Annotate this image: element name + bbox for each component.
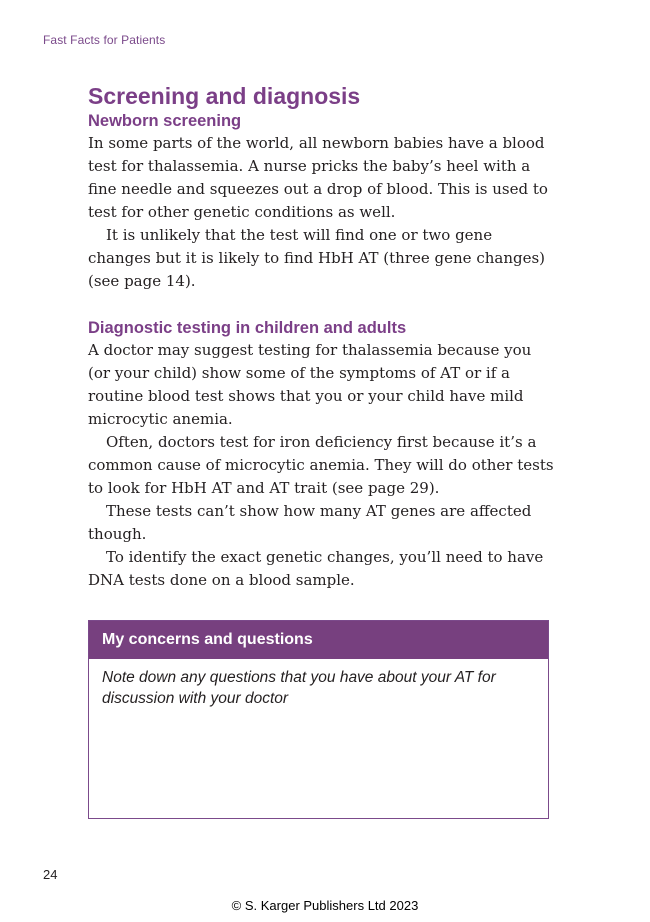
paragraph: Often, doctors test for iron deficiency first because it’s a common cause of microcytic anemia. They will do other tests to look for HbH AT and AT trait (see page 29). xyxy=(88,433,554,497)
notes-box xyxy=(88,620,549,819)
page-title: Screening and diagnosis xyxy=(88,83,361,109)
notes-box-title: My concerns and questions xyxy=(89,621,548,659)
paragraph: These tests can’t show how many AT genes are affected though. xyxy=(88,502,532,543)
section-heading-newborn: Newborn screening xyxy=(88,112,242,130)
notes-box-prompt: Note down any questions that you have about your AT for discussion with your doctor xyxy=(102,669,496,707)
page-number: 24 xyxy=(43,867,58,882)
running-header: Fast Facts for Patients xyxy=(43,33,166,47)
paragraph: To identify the exact genetic changes, you’ll need to have DNA tests done on a blood sample. xyxy=(88,548,544,589)
paragraph: It is unlikely that the test will find one or two gene changes but it is likely to find HbH AT (three gene changes) (see page 14). xyxy=(88,226,546,290)
section-heading-diagnostic: Diagnostic testing in children and adults xyxy=(88,319,407,337)
paragraph: In some parts of the world, all newborn babies have a blood test for thalassemia. A nurse pricks the baby’s heel with a fine needle and squeezes out a drop of blood. This is used to test for other genetic conditions as well. xyxy=(88,134,548,221)
main-content xyxy=(88,82,558,592)
paragraph: A doctor may suggest testing for thalassemia because you (or your child) show some of the symptoms of AT or if a routine blood test shows that you or your child have mild microcytic anemia. xyxy=(88,341,532,428)
copyright-footer: © S. Karger Publishers Ltd 2023 xyxy=(231,898,419,913)
